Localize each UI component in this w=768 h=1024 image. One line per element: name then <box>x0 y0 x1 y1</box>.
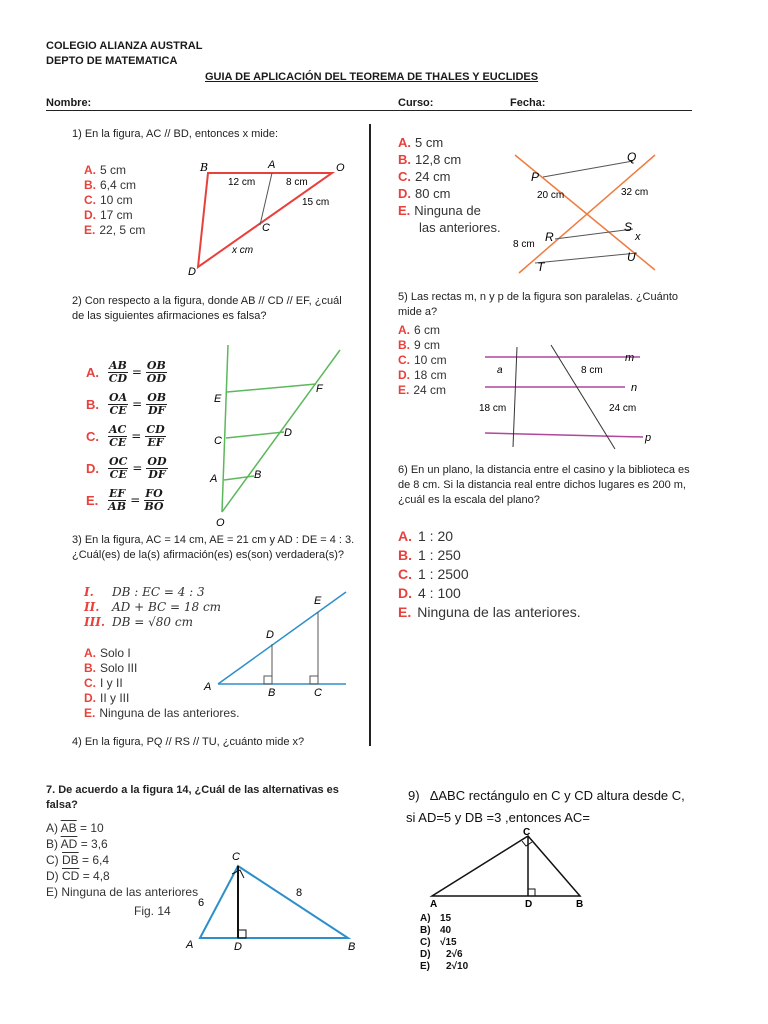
q7-length-8: 8 <box>296 887 303 899</box>
q9-right-angle-c <box>522 841 532 846</box>
q1-option-d[interactable]: D. 17 cm <box>84 208 133 222</box>
q1-label-a: A <box>268 159 276 171</box>
q2-label-c: C <box>214 435 222 447</box>
q6-option-b[interactable]: B. 1 : 250 <box>398 547 461 563</box>
q7-option-e[interactable]: E) Ninguna de las anteriores <box>46 885 199 899</box>
q5-transversal-1 <box>513 347 517 447</box>
q2-parallel-ab <box>224 476 254 480</box>
q7-fig-label: Fig. 14 <box>134 904 171 918</box>
q5-transversal-2 <box>551 345 615 449</box>
q5-option-c[interactable]: C. 10 cm <box>398 353 447 367</box>
q2-parallel-cd <box>226 432 284 438</box>
q5-option-a[interactable]: A. 6 cm <box>398 323 441 337</box>
q9-option-a[interactable]: A) 15 <box>420 913 452 924</box>
q3-option-c[interactable]: C. I y II <box>84 676 123 690</box>
q4-option-c[interactable]: C. 24 cm <box>398 169 451 184</box>
q1-option-b[interactable]: B. 6,4 cm <box>84 178 137 192</box>
q2-line-left <box>222 345 228 512</box>
q1-option-c[interactable]: C. 10 cm <box>84 193 133 207</box>
q4-text: 4) En la figura, PQ // RS // TU, ¿cuánto mide x? <box>72 736 305 748</box>
q3-statement-2: II. AD + BC = 18 cm <box>84 600 222 614</box>
q9-options <box>420 913 468 973</box>
q3-label-d: D <box>266 629 274 641</box>
q4-label-s: S <box>624 220 633 234</box>
q9-triangle <box>432 836 580 896</box>
q2-line-right <box>222 350 340 512</box>
q5-length-8: 8 cm <box>581 365 603 376</box>
q5-line-p <box>485 433 643 437</box>
q7-option-b[interactable]: B) $\overline{AD} = 3,6$ <box>46 837 108 851</box>
q4-label-t: T <box>537 260 545 274</box>
q2-label-o: O <box>216 517 225 529</box>
q9-line2: si AD=5 y DB =3 ,entonces AC= <box>406 810 590 825</box>
q9-label-b: B <box>576 899 584 910</box>
q3-option-a[interactable]: A. Solo I <box>84 646 131 660</box>
q4-option-b[interactable]: B. 12,8 cm <box>398 152 462 167</box>
q1-figure <box>180 155 355 280</box>
school-name: COLEGIO ALIANZA AUSTRAL <box>46 40 203 52</box>
q9-figure <box>420 826 595 912</box>
q1-length-x: x cm <box>232 245 254 256</box>
date-label: Fecha: <box>510 97 546 109</box>
column-divider <box>369 124 371 746</box>
q4-length-20: 20 cm <box>537 190 565 201</box>
q3-statement-3: III. DB = √80 cm <box>84 615 193 629</box>
q4-label-x: x <box>635 231 641 243</box>
q3-line-ae <box>218 592 346 684</box>
q7-option-c[interactable]: C) $\overline{DB} = 6,4$ <box>46 853 110 867</box>
q2-label-f: F <box>316 383 323 395</box>
q3-label-a: A <box>204 681 212 693</box>
q9-heading <box>408 788 685 803</box>
q5-label-a: a <box>497 365 503 376</box>
name-label: Nombre: <box>46 97 92 109</box>
q7-triangle <box>200 866 348 938</box>
q2-options <box>86 356 168 516</box>
q5-options <box>398 323 447 398</box>
q6-text: 6) En un plano, la distancia entre el casino y la biblioteca es de 8 cm. Si la distancia real entre dichos lugares es 200 m, ¿cuál es la escala del plano? <box>398 464 690 506</box>
q5-label-n: n <box>631 382 638 394</box>
q1-label-d: D <box>188 266 196 278</box>
q9-option-d[interactable]: D) 2√6 <box>420 949 463 960</box>
q4-options <box>398 134 501 236</box>
q6-options <box>398 527 581 622</box>
q1-option-a[interactable]: A. 5 cm <box>84 163 127 177</box>
q7-label-b: B <box>348 941 356 952</box>
q1-length-12: 12 cm <box>228 177 256 188</box>
q4-option-d[interactable]: D. 80 cm <box>398 186 451 201</box>
q5-label-m: m <box>625 352 635 364</box>
q9-label-a: A <box>430 899 438 910</box>
q9-option-c[interactable]: C) √15 <box>420 937 457 948</box>
q9-line1: ΔABC rectángulo en C y CD altura desde C, <box>429 788 685 803</box>
q4-parallel-tu <box>535 253 637 263</box>
q1-length-15: 15 cm <box>302 197 330 208</box>
q2-option-e[interactable]: E. $\frac{EF}{AB}$ = $\frac{FO}{BO}$ <box>86 486 164 513</box>
q2-option-b[interactable]: B. $\frac{OA}{CE}$ = $\frac{OB}{DF}$ <box>86 390 167 417</box>
q3-text: 3) En la figura, AC = 14 cm, AE = 21 cm y AD : DE = 4 : 3. ¿Cuál(es) de la(s) afirmación(es) es(son) verdadera(s)? <box>72 534 355 561</box>
q3-label-b: B <box>268 687 276 699</box>
q2-parallel-ef <box>227 384 316 392</box>
q2-option-a[interactable]: A. $\frac{AB}{CD}$ = $\frac{OB}{OD}$ <box>86 358 166 385</box>
q2-label-d: D <box>284 427 292 439</box>
q2-text: 2) Con respecto a la figura, donde AB // CD // EF, ¿cuál de las siguientes afirmaciones es falsa? <box>72 295 342 322</box>
q2-label-b: B <box>254 469 262 481</box>
q3-figure <box>200 588 350 700</box>
q7-right-angle-d <box>238 930 246 938</box>
q3-right-angle-c <box>310 676 318 684</box>
q1-triangle <box>198 173 332 267</box>
q6-option-a[interactable]: A. 1 : 20 <box>398 528 454 544</box>
q9-label-d: D <box>525 899 533 910</box>
q9-option-b[interactable]: B) 40 <box>420 925 452 936</box>
q1-option-e[interactable]: E. 22, 5 cm <box>84 223 146 237</box>
q1-options <box>84 163 145 238</box>
q6-option-d[interactable]: D. 4 : 100 <box>398 585 461 601</box>
q4-label-u: U <box>627 250 636 264</box>
q4-option-e-cont: las anteriores. <box>419 220 501 235</box>
q3-statement-1: I. DB : EC = 4 : 3 <box>84 585 205 599</box>
q3-option-b[interactable]: B. Solo III <box>84 661 138 675</box>
q9-right-angle-d <box>528 889 535 896</box>
q2-label-a: A <box>210 473 218 485</box>
q2-option-c[interactable]: C. $\frac{AC}{CE}$ = $\frac{CD}{EF}$ <box>86 422 165 449</box>
q5-option-e[interactable]: E. 24 cm <box>398 383 447 397</box>
q7-length-6: 6 <box>198 897 205 909</box>
department-name: DEPTO DE MATEMATICA <box>46 55 178 67</box>
q4-label-r: R <box>545 230 554 244</box>
q2-label-e: E <box>214 393 222 405</box>
q3-right-angle-b <box>264 676 272 684</box>
q3-option-d[interactable]: D. II y III <box>84 691 130 705</box>
q7-label-c: C <box>232 851 240 863</box>
q7-options <box>46 820 198 900</box>
q5-length-18: 18 cm <box>479 403 507 414</box>
course-label: Curso: <box>398 97 434 109</box>
q1-length-8: 8 cm <box>286 177 308 188</box>
q2-figure <box>200 340 350 530</box>
q7-option-a[interactable]: A) $\overline{AB} = 10$ <box>46 821 104 835</box>
q4-option-a[interactable]: A. 5 cm <box>398 135 444 150</box>
q4-label-q: Q <box>627 150 637 164</box>
q5-figure <box>475 343 665 455</box>
q5-length-24: 24 cm <box>609 403 637 414</box>
q7-label-d: D <box>234 941 242 952</box>
q1-label-o: O <box>336 162 345 174</box>
q4-parallel-pq <box>543 161 633 177</box>
q4-label-p: P <box>531 170 540 184</box>
guide-title: GUIA DE APLICACIÓN DEL TEOREMA DE THALES Y EUCLIDES <box>205 71 539 83</box>
q6-option-c[interactable]: C. 1 : 2500 <box>398 566 469 582</box>
q4-length-32: 32 cm <box>621 187 649 198</box>
q3-option-e[interactable]: E. Ninguna de las anteriores. <box>84 706 240 720</box>
q7-label-a: A <box>186 939 194 951</box>
q1-text: 1) En la figura, AC // BD, entonces x mide: <box>72 128 279 140</box>
q2-option-d[interactable]: D. $\frac{OC}{CE}$ = $\frac{OD}{DF}$ <box>86 454 167 481</box>
q4-length-8: 8 cm <box>513 239 535 250</box>
q7-option-d[interactable]: D) $\overline{CD} = 4,8$ <box>46 869 110 883</box>
q1-label-b: B <box>200 161 209 174</box>
q9-label-c: C <box>523 827 531 838</box>
q7-text: 7. De acuerdo a la figura 14, ¿Cuál de las alternativas es falsa? <box>46 784 339 811</box>
q5-option-d[interactable]: D. 18 cm <box>398 368 447 382</box>
q3-label-c: C <box>314 687 322 699</box>
q5-option-b[interactable]: B. 9 cm <box>398 338 441 352</box>
q4-parallel-rs <box>555 229 633 239</box>
q5-label-p: p <box>645 432 652 444</box>
q9-option-e[interactable]: E) 2√10 <box>420 961 469 972</box>
q6-option-e[interactable]: E. Ninguna de las anteriores. <box>398 604 581 620</box>
q3-label-e: E <box>314 595 322 607</box>
q4-figure <box>505 145 665 280</box>
name-line <box>46 110 692 111</box>
q9-number: 9) <box>408 788 420 803</box>
q7-figure <box>180 846 360 952</box>
q5-text: 5) Las rectas m, n y p de la figura son paralelas. ¿Cuánto mide a? <box>398 291 679 318</box>
q1-label-c: C <box>262 222 270 234</box>
q4-option-e[interactable]: E. Ninguna de <box>398 203 481 218</box>
